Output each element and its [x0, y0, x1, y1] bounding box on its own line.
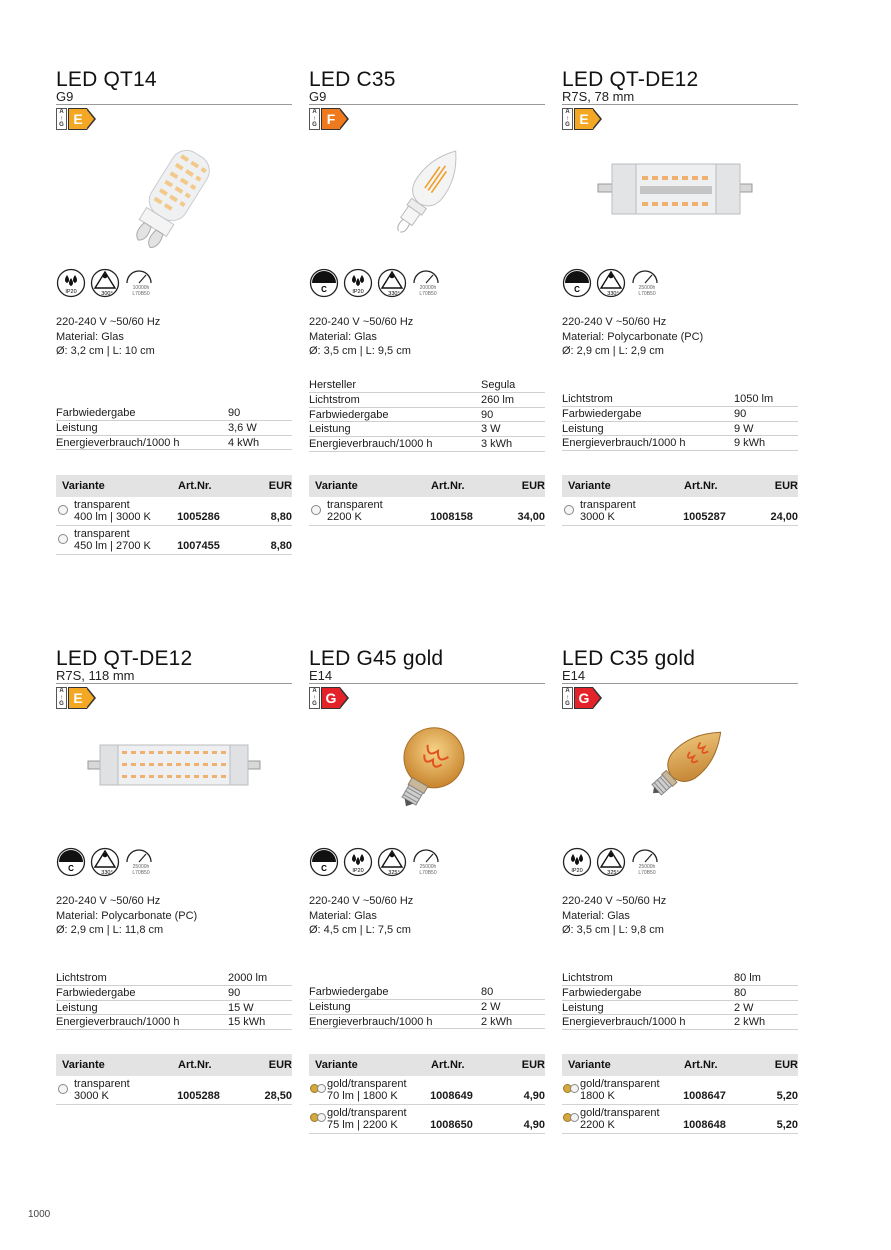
ip-rating: IP20 — [65, 289, 77, 295]
article-number: 1008648 — [683, 1119, 726, 1131]
lifetime-hours: 10000h — [132, 285, 150, 291]
svg-text:325°: 325° — [607, 870, 619, 876]
color-swatch-icon — [58, 534, 68, 544]
tech-row: Energieverbrauch/1000 h 4 kWh — [56, 436, 292, 451]
price: 34,00 — [517, 511, 545, 523]
tech-row: Farbwiedergabe 90 — [56, 986, 292, 1001]
product-specs — [309, 315, 413, 359]
tech-row: Hersteller Segula — [309, 378, 545, 393]
energy-scale-icon: A ↑ G — [56, 108, 67, 130]
spec-dimensions: Ø: 3,2 cm | L: 10 cm — [56, 345, 155, 358]
color-swatch-icon — [58, 505, 68, 515]
tech-table — [309, 378, 545, 452]
tech-table — [56, 406, 292, 450]
spec-dimensions: Ø: 2,9 cm | L: 2,9 cm — [562, 345, 664, 358]
spec-material: Material: Glas — [56, 330, 124, 343]
beam-angle-icon — [90, 847, 120, 877]
price: 4,90 — [523, 1119, 545, 1131]
color-swatch-icon — [311, 505, 321, 515]
svg-text:330°: 330° — [388, 291, 400, 297]
energy-scale-icon: A ↑ G — [562, 108, 573, 130]
lifetime-icon — [411, 268, 441, 298]
article-number: 1008647 — [683, 1090, 726, 1102]
spec-voltage: 220-240 V ~50/60 Hz — [562, 895, 667, 907]
price: 5,20 — [776, 1119, 798, 1131]
variant-table-header: Variante Art.Nr. EUR — [309, 475, 545, 497]
dimmable-icon — [562, 268, 592, 298]
lifetime-icon — [124, 847, 154, 877]
variant-row[interactable]: gold/transparent 70 lm | 1800 K 1008649 4,90 — [309, 1076, 545, 1105]
energy-class: G — [574, 687, 593, 709]
spec-material: Material: Polycarbonate (PC) — [56, 909, 198, 922]
spec-material: Material: Glas — [562, 909, 630, 922]
price: 8,80 — [270, 511, 292, 523]
feature-icons — [56, 847, 154, 879]
product-title: LED QT-DE12 — [56, 647, 193, 670]
lifetime-icon — [630, 268, 660, 298]
svg-text:L70B50: L70B50 — [638, 291, 656, 297]
lifetime-icon — [411, 847, 441, 877]
tech-row: Leistung 2 W — [562, 1001, 798, 1016]
beam-angle-icon — [377, 268, 407, 298]
price: 24,00 — [770, 511, 798, 523]
product-image — [309, 711, 545, 836]
tech-row: Lichtstrom 1050 lm — [562, 392, 798, 407]
title-divider — [56, 683, 292, 684]
variant-table-header: Variante Art.Nr. EUR — [562, 1054, 798, 1076]
product-specs — [562, 315, 703, 359]
tech-table — [562, 971, 798, 1030]
title-divider — [309, 683, 545, 684]
article-number: 1005286 — [177, 511, 220, 523]
ip20-icon — [562, 847, 592, 877]
spec-material: Material: Polycarbonate (PC) — [562, 330, 704, 343]
energy-class: F — [321, 108, 340, 130]
feature-icons — [309, 847, 441, 879]
tech-row: Energieverbrauch/1000 h 2 kWh — [309, 1015, 545, 1030]
spec-voltage: 220-240 V ~50/60 Hz — [562, 316, 667, 328]
variant-table-header: Variante Art.Nr. EUR — [309, 1054, 545, 1076]
product-card-led-qt14 — [56, 68, 292, 552]
clear-swatch-icon — [570, 1084, 579, 1093]
spec-voltage: 220-240 V ~50/60 Hz — [309, 895, 414, 907]
energy-label — [562, 108, 602, 130]
tech-row: Leistung 3,6 W — [56, 421, 292, 436]
energy-label — [309, 687, 349, 709]
clear-swatch-icon — [317, 1084, 326, 1093]
dimmable-mark: C — [321, 285, 327, 294]
energy-class: E — [68, 687, 87, 709]
svg-text:25000h: 25000h — [638, 285, 656, 291]
beam-angle-icon — [596, 847, 626, 877]
variant-table — [562, 1054, 798, 1134]
dimmable-icon — [56, 847, 86, 877]
product-image — [562, 132, 798, 257]
energy-label — [56, 108, 96, 130]
svg-text:C: C — [574, 285, 580, 294]
svg-text:325°: 325° — [388, 870, 400, 876]
spec-dimensions: Ø: 2,9 cm | L: 11,8 cm — [56, 924, 164, 937]
tech-row: Farbwiedergabe 80 — [309, 985, 545, 1000]
tech-row: Farbwiedergabe 90 — [562, 407, 798, 422]
tech-row: Farbwiedergabe 90 — [309, 408, 545, 423]
svg-text:L70B50: L70B50 — [132, 870, 150, 876]
svg-text:L70B50: L70B50 — [419, 870, 437, 876]
product-card-led-qt-de12-78 — [562, 68, 798, 523]
svg-text:IP20: IP20 — [352, 868, 364, 874]
svg-text:25000h: 25000h — [638, 864, 656, 870]
energy-scale-icon: A ↑ G — [56, 687, 67, 709]
tech-table — [562, 392, 798, 451]
product-specs — [562, 894, 666, 938]
product-title: LED QT14 — [56, 68, 157, 91]
product-title: LED C35 gold — [562, 647, 696, 670]
tech-row: Leistung 3 W — [309, 422, 545, 437]
product-subtitle: E14 — [309, 668, 333, 683]
svg-text:330°: 330° — [101, 870, 113, 876]
tech-row: Leistung 9 W — [562, 422, 798, 437]
svg-text:C: C — [68, 864, 74, 873]
product-subtitle: R7S, 118 mm — [56, 668, 135, 683]
feature-icons — [309, 268, 441, 300]
price: 5,20 — [776, 1090, 798, 1102]
product-image — [56, 132, 292, 257]
feature-icons — [562, 268, 660, 300]
variant-row[interactable]: gold/transparent 2200 K 1008648 5,20 — [562, 1105, 798, 1134]
tech-row: Farbwiedergabe 90 — [56, 406, 292, 421]
product-specs — [56, 894, 197, 938]
price: 28,50 — [264, 1090, 292, 1102]
dimmable-icon — [309, 847, 339, 877]
svg-text:IP20: IP20 — [352, 289, 364, 295]
tech-row: Energieverbrauch/1000 h 9 kWh — [562, 436, 798, 451]
product-image — [309, 132, 545, 257]
spec-voltage: 220-240 V ~50/60 Hz — [309, 316, 414, 328]
variant-row[interactable]: transparent 450 lm | 2700 K 1007455 8,80 — [56, 526, 292, 555]
svg-text:L70B50: L70B50 — [638, 870, 656, 876]
color-swatch-icon — [58, 1084, 68, 1094]
page-number: 1000 — [28, 1209, 51, 1220]
clear-swatch-icon — [570, 1113, 579, 1122]
product-specs — [56, 315, 160, 359]
energy-scale-icon: A ↑ G — [309, 687, 320, 709]
variant-table-header: Variante Art.Nr. EUR — [56, 475, 292, 497]
beam-angle: 300° — [101, 291, 113, 297]
article-number: 1005287 — [683, 511, 726, 523]
article-number: 1007455 — [177, 540, 220, 552]
feature-icons — [562, 847, 660, 879]
article-number: 1008158 — [430, 511, 473, 523]
variant-row[interactable]: transparent 2200 K 1008158 34,00 — [309, 497, 545, 526]
ip20-icon — [56, 268, 86, 298]
variant-table — [309, 1054, 545, 1134]
variant-row[interactable]: gold/transparent 75 lm | 2200 K 1008650 4,90 — [309, 1105, 545, 1134]
spec-dimensions: Ø: 3,5 cm | L: 9,8 cm — [562, 924, 664, 937]
beam-angle-icon — [90, 268, 120, 298]
spec-dimensions: Ø: 3,5 cm | L: 9,5 cm — [309, 345, 411, 358]
feature-icons — [56, 268, 154, 300]
energy-class: G — [321, 687, 340, 709]
tech-row: Energieverbrauch/1000 h 3 kWh — [309, 437, 545, 452]
variant-table — [56, 1054, 292, 1105]
product-title: LED QT-DE12 — [562, 68, 699, 91]
svg-text:C: C — [321, 864, 327, 873]
variant-row[interactable]: transparent 400 lm | 3000 K 1005286 8,80 — [56, 497, 292, 526]
dimmable-icon — [309, 268, 339, 298]
article-number: 1008649 — [430, 1090, 473, 1102]
title-divider — [562, 104, 798, 105]
product-subtitle: E14 — [562, 668, 586, 683]
energy-label — [562, 687, 602, 709]
product-specs — [309, 894, 413, 938]
svg-text:25000h: 25000h — [132, 864, 150, 870]
color-swatch-icon — [564, 505, 574, 515]
article-number: 1005288 — [177, 1090, 220, 1102]
price: 4,90 — [523, 1090, 545, 1102]
spec-material: Material: Glas — [309, 330, 377, 343]
title-divider — [562, 683, 798, 684]
product-card-led-qt-de12-118 — [56, 647, 292, 1102]
variant-row[interactable]: transparent 3000 K 1005288 28,50 — [56, 1076, 292, 1105]
energy-class: E — [68, 108, 87, 130]
tech-table — [309, 985, 545, 1029]
lifetime-icon — [124, 268, 154, 298]
variant-table — [56, 475, 292, 555]
ip20-icon — [343, 268, 373, 298]
variant-row[interactable]: transparent 3000 K 1005287 24,00 — [562, 497, 798, 526]
svg-text:25000h: 25000h — [419, 864, 437, 870]
lifetime-rating: L70B50 — [132, 291, 150, 297]
product-subtitle: G9 — [56, 89, 74, 104]
lifetime-icon — [630, 847, 660, 877]
ip20-icon — [343, 847, 373, 877]
beam-angle-icon — [596, 268, 626, 298]
tech-row: Energieverbrauch/1000 h 2 kWh — [562, 1015, 798, 1030]
energy-label — [56, 687, 96, 709]
tech-row: Lichtstrom 2000 lm — [56, 971, 292, 986]
beam-angle-icon — [377, 847, 407, 877]
variant-table-header: Variante Art.Nr. EUR — [56, 1054, 292, 1076]
tech-row: Farbwiedergabe 80 — [562, 986, 798, 1001]
title-divider — [309, 104, 545, 105]
svg-text:IP20: IP20 — [571, 868, 583, 874]
product-card-led-c35-gold — [562, 647, 798, 1131]
title-divider — [56, 104, 292, 105]
spec-voltage: 220-240 V ~50/60 Hz — [56, 316, 161, 328]
energy-scale-icon: A ↑ G — [562, 687, 573, 709]
product-card-led-g45-gold — [309, 647, 545, 1131]
svg-text:L70B50: L70B50 — [419, 291, 437, 297]
svg-text:330°: 330° — [607, 291, 619, 297]
product-subtitle: G9 — [309, 89, 327, 104]
article-number: 1008650 — [430, 1119, 473, 1131]
variant-row[interactable]: gold/transparent 1800 K 1008647 5,20 — [562, 1076, 798, 1105]
spec-dimensions: Ø: 4,5 cm | L: 7,5 cm — [309, 924, 411, 937]
energy-scale-icon: A ↑ G — [309, 108, 320, 130]
tech-table — [56, 971, 292, 1030]
product-subtitle: R7S, 78 mm — [562, 89, 635, 104]
product-image — [56, 711, 292, 836]
variant-table — [309, 475, 545, 526]
tech-row: Leistung 2 W — [309, 1000, 545, 1015]
clear-swatch-icon — [317, 1113, 326, 1122]
tech-row: Lichtstrom 80 lm — [562, 971, 798, 986]
energy-label — [309, 108, 349, 130]
tech-row: Lichtstrom 260 lm — [309, 393, 545, 408]
tech-row: Leistung 15 W — [56, 1001, 292, 1016]
product-image — [562, 711, 798, 836]
spec-voltage: 220-240 V ~50/60 Hz — [56, 895, 161, 907]
product-card-led-c35 — [309, 68, 545, 523]
svg-text:20000h: 20000h — [419, 285, 437, 291]
variant-table — [562, 475, 798, 526]
spec-material: Material: Glas — [309, 909, 377, 922]
price: 8,80 — [270, 540, 292, 552]
variant-table-header: Variante Art.Nr. EUR — [562, 475, 798, 497]
product-title: LED C35 — [309, 68, 396, 91]
product-title: LED G45 gold — [309, 647, 444, 670]
energy-class: E — [574, 108, 593, 130]
tech-row: Energieverbrauch/1000 h 15 kWh — [56, 1015, 292, 1030]
